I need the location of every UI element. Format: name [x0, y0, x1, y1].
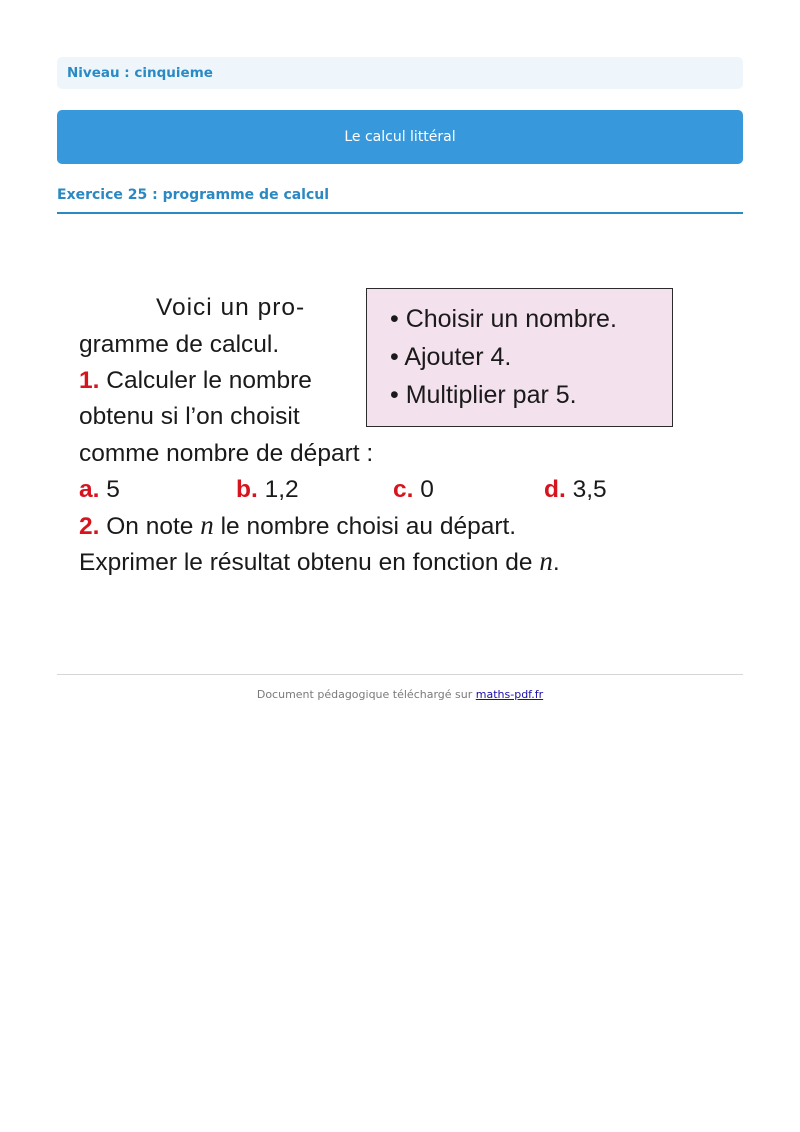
- level-label: Niveau : cinquieme: [57, 57, 743, 89]
- question-2-text-c: Exprimer le résultat obtenu en fonction de: [79, 549, 533, 576]
- option-b: [236, 476, 299, 504]
- program-step-1: • Choisir un nombre.: [390, 305, 617, 333]
- question-2-line-2: [79, 546, 560, 577]
- program-step-2: • Ajouter 4.: [390, 343, 512, 371]
- exercise-image: [79, 286, 699, 586]
- question-2-number: 2.: [79, 513, 100, 540]
- option-c-letter: c.: [393, 476, 414, 503]
- option-d-letter: d.: [544, 476, 566, 503]
- variable-n-2: n: [539, 546, 553, 576]
- exercise-title: Exercice 25 : programme de calcul: [57, 185, 743, 214]
- question-2-text-b: le nombre choisi au départ.: [220, 513, 517, 540]
- option-d-value: 3,5: [572, 476, 607, 503]
- question-1-line-3: comme nombre de départ :: [79, 440, 374, 467]
- question-2-period: .: [552, 549, 560, 576]
- footer: [0, 688, 800, 701]
- question-1-line-2: obtenu si l’on choisit: [79, 403, 300, 430]
- program-step-3: • Multiplier par 5.: [390, 381, 577, 409]
- program-box: [366, 288, 673, 427]
- variable-n: n: [200, 510, 214, 540]
- footer-divider: [57, 674, 743, 675]
- option-a: [79, 476, 120, 504]
- question-1-number: 1.: [79, 367, 100, 394]
- footer-link[interactable]: maths-pdf.fr: [475, 688, 544, 701]
- question-2-line-1: [79, 510, 516, 541]
- option-a-value: 5: [106, 476, 120, 503]
- question-1-line-1: [79, 367, 312, 395]
- option-b-value: 1,2: [264, 476, 299, 503]
- intro-line-1: Voici un pro-: [156, 294, 306, 321]
- question-1-text-1: Calculer le nombre: [106, 367, 312, 394]
- question-2-text-a: On note: [106, 513, 194, 540]
- chapter-banner: Le calcul littéral: [57, 110, 743, 164]
- footer-text: Document pédagogique téléchargé sur: [256, 688, 473, 701]
- intro-line-2: gramme de calcul.: [79, 331, 280, 358]
- option-b-letter: b.: [236, 476, 258, 503]
- option-c: [393, 476, 434, 504]
- option-a-letter: a.: [79, 476, 100, 503]
- option-d: [544, 476, 607, 504]
- option-c-value: 0: [420, 476, 434, 503]
